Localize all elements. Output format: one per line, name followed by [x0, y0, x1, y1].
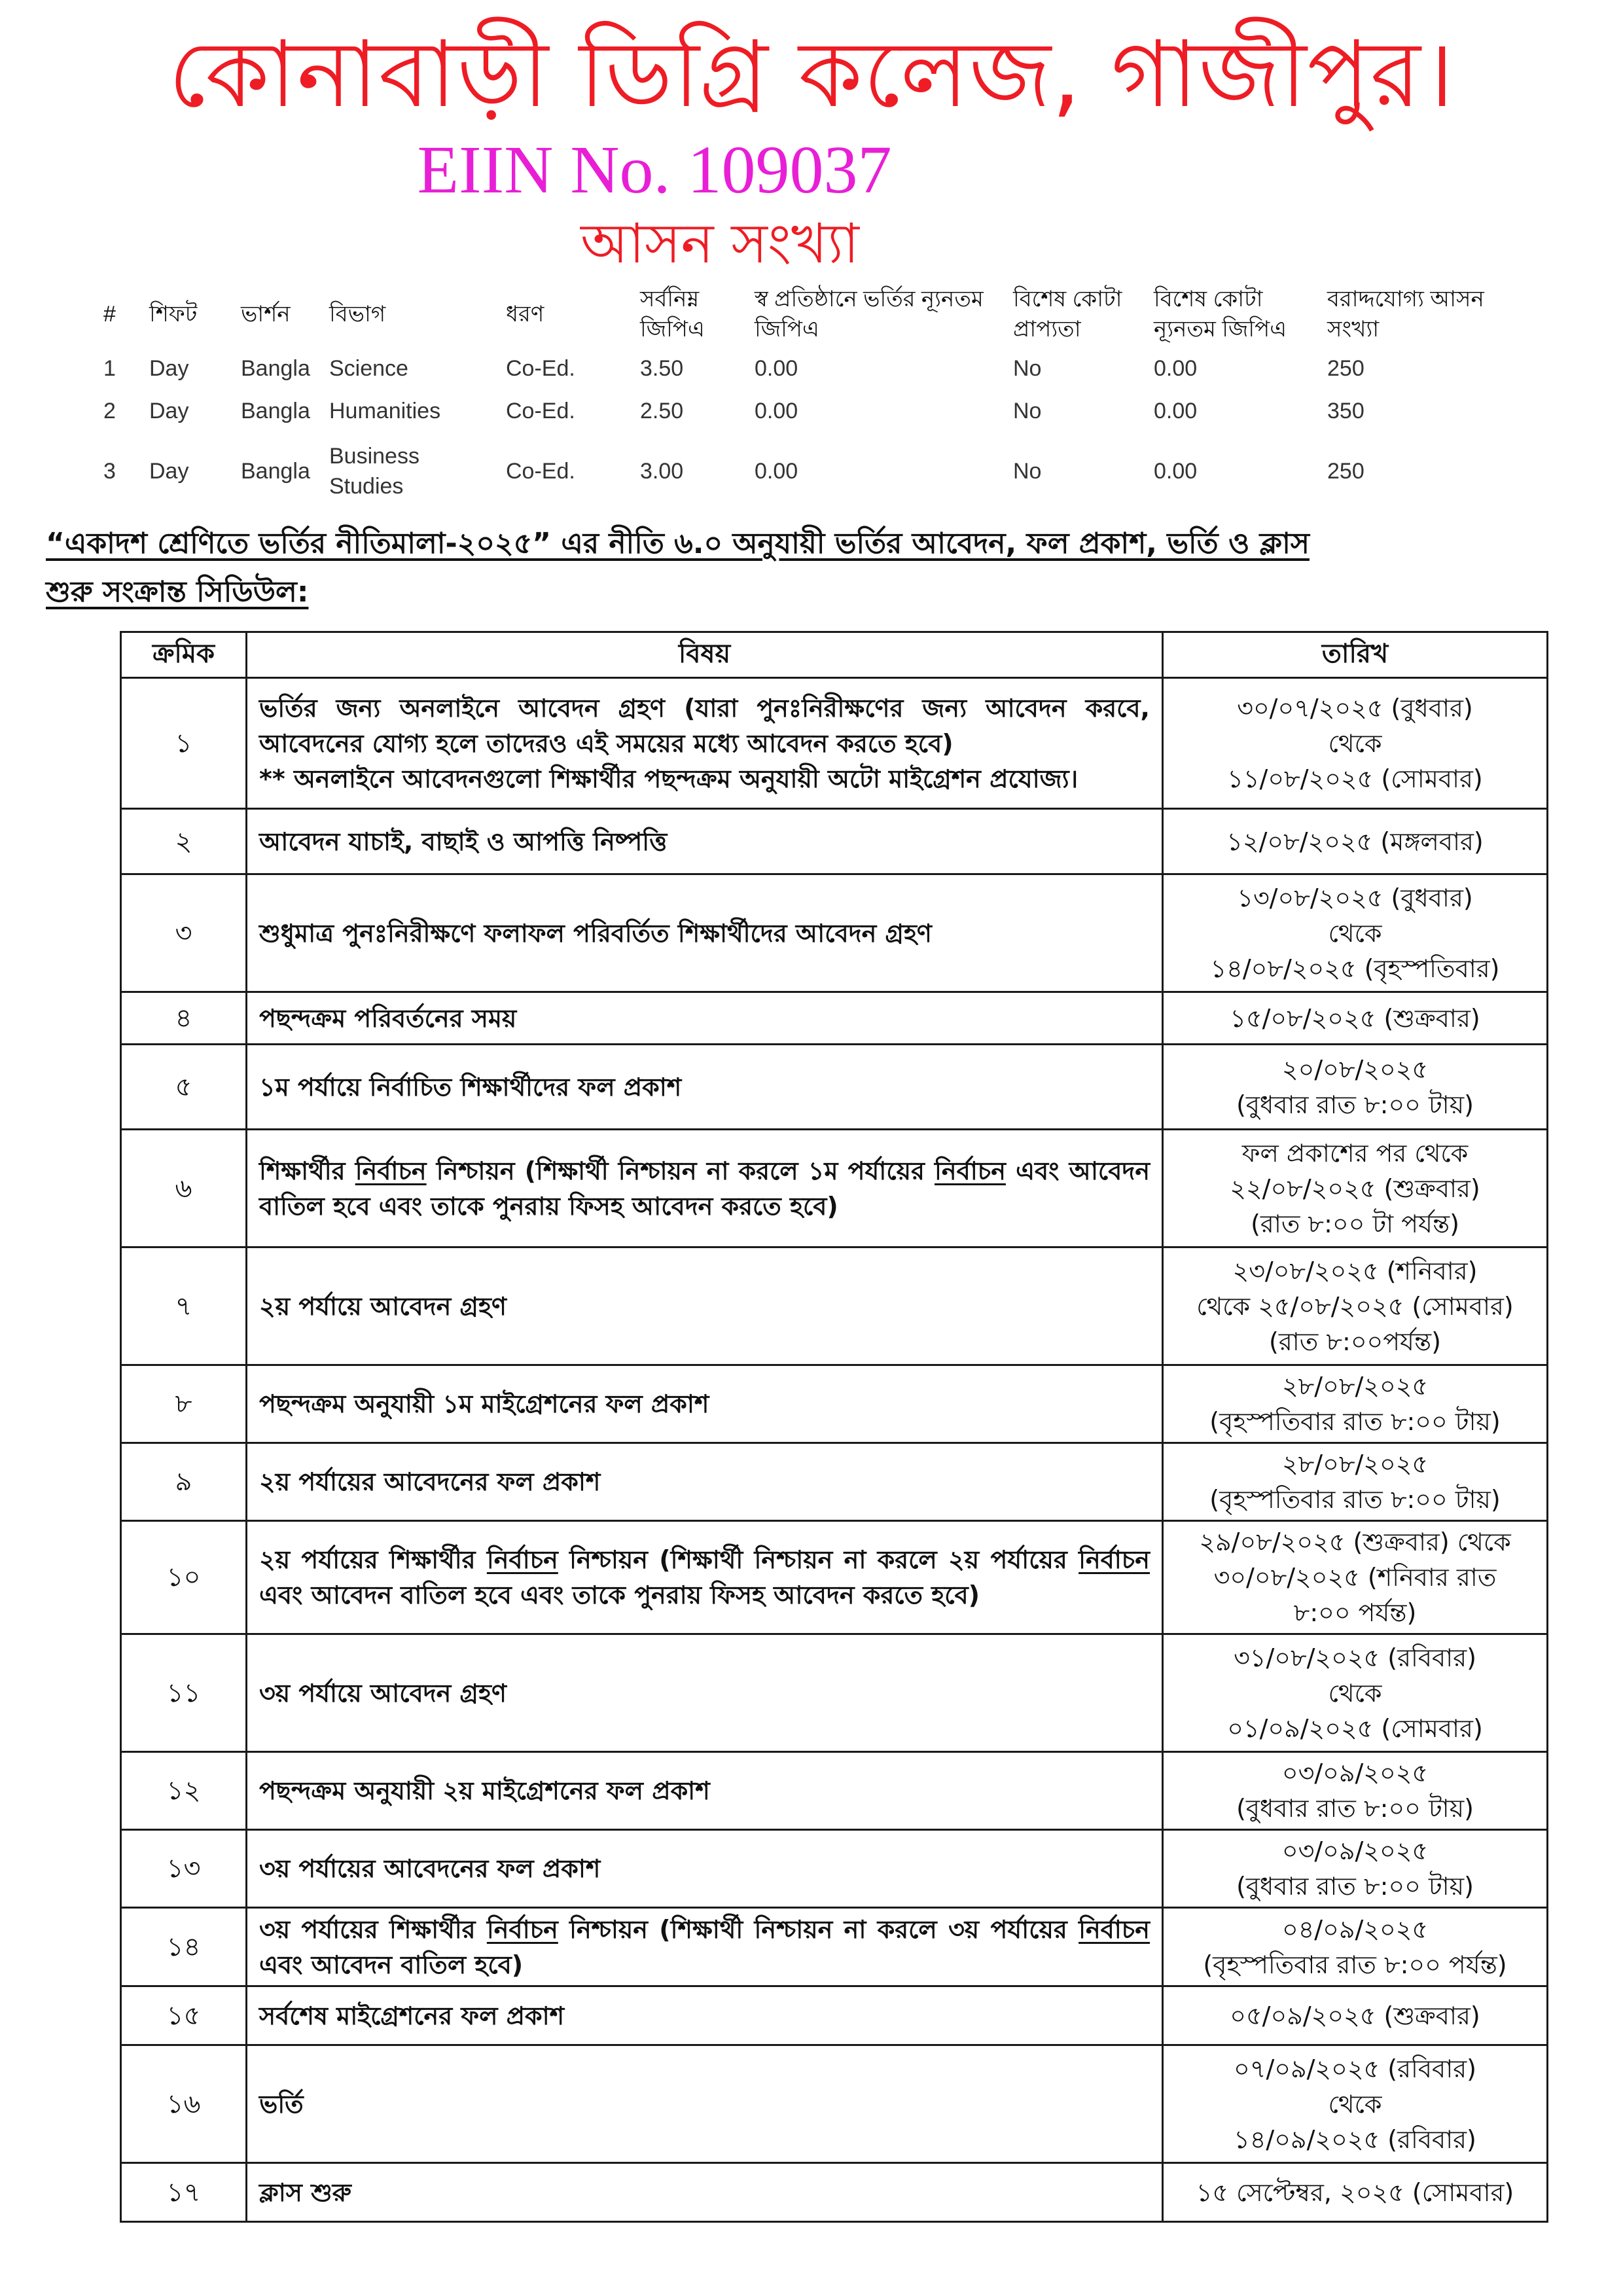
date-cell [1163, 2163, 1548, 2222]
date-line: ৮:০০ পর্যন্ত) [1293, 1598, 1417, 1627]
subject-cell [247, 2045, 1163, 2163]
date-cell [1163, 1634, 1548, 1752]
schedule-row [121, 678, 1548, 809]
serial-cell: ৯ [121, 1443, 247, 1521]
seat-cell-min-gpa: 2.50 [640, 398, 684, 423]
date-line: থেকে [1328, 728, 1382, 758]
seat-cell-version: Bangla [241, 398, 310, 423]
subject-cell [247, 1443, 1163, 1521]
date-line: (রাত ৮:০০পর্যন্ত) [1269, 1327, 1441, 1356]
schedule-row [121, 1752, 1548, 1830]
serial-cell: ৩ [121, 874, 247, 992]
date-line: ৩০/০৭/২০২৫ (বুধবার) [1237, 693, 1473, 723]
seat-cell-seats: 350 [1327, 398, 1364, 423]
subject-cell [247, 2163, 1163, 2222]
eiin-number: EIIN No. 109037 [417, 132, 892, 207]
schedule-row [121, 874, 1548, 992]
schedule-header [121, 632, 1548, 678]
seat-row [98, 347, 1531, 389]
col-header: বিভাগ [329, 302, 386, 327]
seat-row [98, 432, 1531, 511]
subject-cell [247, 1634, 1163, 1752]
subject-text: শিক্ষার্থীর [259, 1156, 355, 1185]
subject-text: ২য় পর্যায়ের শিক্ষার্থীর [259, 1545, 487, 1574]
serial-cell: ৪ [121, 992, 247, 1045]
date-line: থেকে [1328, 918, 1382, 948]
seat-cell-quota-gpa: 0.00 [1154, 398, 1198, 423]
serial-cell: ২ [121, 809, 247, 874]
date-line: ১৫ সেপ্টেম্বর, ২০২৫ (সোমবার) [1196, 2178, 1514, 2207]
schedule-row [121, 1830, 1548, 1908]
seat-cell-version: Bangla [241, 355, 310, 381]
schedule-row [121, 1045, 1548, 1130]
seat-cell-type: Co-Ed. [506, 459, 575, 484]
schedule-row [121, 1986, 1548, 2045]
date-cell [1163, 1130, 1548, 1247]
seat-cell-type: Co-Ed. [506, 398, 575, 423]
serial-cell: ১৩ [121, 1830, 247, 1908]
header-subject: বিষয় [247, 632, 1163, 678]
subject-cell [247, 678, 1163, 809]
subject-text: ৩য় পর্যায়ে আবেদন গ্রহণ [259, 1678, 507, 1708]
subject-text: আবেদন যাচাই, বাছাই ও আপত্তি নিষ্পত্তি [259, 827, 668, 856]
date-cell [1163, 1986, 1548, 2045]
date-line: (বৃহস্পতিবার রাত ৮:০০ টায়) [1209, 1407, 1501, 1436]
schedule-row [121, 992, 1548, 1045]
date-cell [1163, 874, 1548, 992]
date-cell [1163, 1045, 1548, 1130]
date-line: ০৪/০৯/২০২৫ [1281, 1914, 1429, 1944]
subject-text: পছন্দক্রম অনুযায়ী ১ম মাইগ্রেশনের ফল প্রকাশ [259, 1390, 709, 1418]
subject-text: ২য় পর্যায়ের আবেদনের ফল প্রকাশ [259, 1467, 601, 1496]
note-line-1: “একাদশ শ্রেণিতে ভর্তির নীতিমালা-২০২৫” এর নীতি ৬.০ অনুযায়ী ভর্তির আবেদন, ফল প্রকাশ, ভর্তি ও ক্লাস [46, 527, 1310, 560]
subject-text: ভর্তির জন্য অনলাইনে আবেদন গ্রহণ (যারা পুনঃনিরীক্ষণের জন্য আবেদন করবে, আবেদনের যোগ্য হলে তাদেরও এই সময়ের মধ্যে আবেদন করতে হবে) [259, 693, 1150, 758]
date-line: ২২/০৮/২০২৫ (শুক্রবার) [1230, 1174, 1480, 1203]
schedule-row [121, 809, 1548, 874]
seat-table-header [98, 281, 1531, 347]
date-line: ০৩/০৯/২০২৫ [1281, 1837, 1429, 1865]
schedule-table [120, 631, 1548, 2223]
date-line: ১৪/০৯/২০২৫ (রবিবার) [1234, 2125, 1476, 2154]
schedule-row [121, 1247, 1548, 1365]
schedule-row [121, 1634, 1548, 1752]
subject-footnote: ** অনলাইনে আবেদনগুলো শিক্ষার্থীর পছন্দক্রম অনুযায়ী অটো মাইগ্রেশন প্রযোজ্য। [259, 764, 1079, 793]
seat-cell-no: 1 [103, 355, 116, 381]
date-line: (রাত ৮:০০ টা পর্যন্ত) [1251, 1209, 1459, 1238]
seat-cell-type: Co-Ed. [506, 355, 575, 381]
seat-cell-own-min-gpa: 0.00 [755, 459, 798, 484]
date-line: (বুধবার রাত ৮:০০ টায়) [1236, 1090, 1474, 1119]
subject-cell [247, 874, 1163, 992]
seat-cell-quota-gpa: 0.00 [1154, 355, 1198, 381]
date-line: (বুধবার রাত ৮:০০ টায়) [1236, 1872, 1474, 1901]
date-cell [1163, 2045, 1548, 2163]
date-cell [1163, 809, 1548, 874]
serial-cell: ৭ [121, 1247, 247, 1365]
subject-cell [247, 1365, 1163, 1443]
subject-text: নিশ্চায়ন (শিক্ষার্থী নিশ্চায়ন না করলে ২য় পর্যায়ের [558, 1545, 1079, 1574]
note-line-2: শুরু সংক্রান্ত সিডিউল: [46, 575, 309, 609]
date-line: (বৃহস্পতিবার রাত ৮:০০ টায়) [1209, 1485, 1501, 1514]
col-header: ধরণ [506, 302, 544, 327]
date-line: ৩০/০৮/২০২৫ (শনিবার রাত [1213, 1563, 1497, 1592]
col-header: # [103, 302, 116, 327]
date-cell [1163, 678, 1548, 809]
date-line: ০১/০৯/২০২৫ (সোমবার) [1227, 1713, 1483, 1743]
subject-text: ভর্তি [259, 2089, 304, 2119]
schedule-note [46, 520, 1564, 617]
serial-cell: ৬ [121, 1130, 247, 1247]
serial-cell: ৫ [121, 1045, 247, 1130]
schedule-row [121, 1365, 1548, 1443]
date-cell [1163, 1908, 1548, 1986]
col-header: বিশেষ কোটা ন্যূনতম জিপিএ [1154, 287, 1287, 342]
seat-cell-no: 3 [103, 459, 116, 484]
date-cell [1163, 992, 1548, 1045]
seat-cell-group: Business Studies [329, 444, 419, 499]
col-header: বরাদ্দযোগ্য আসন সংখ্যা [1327, 287, 1484, 342]
seat-cell-no: 2 [103, 398, 116, 423]
subject-text: এবং আবেদন বাতিল হবে এবং তাকে পুনরায় ফিসহ আবেদন করতে হবে) [259, 1156, 1150, 1221]
date-line: ১৪/০৮/২০২৫ (বৃহস্পতিবার) [1210, 954, 1500, 983]
seat-cell-own-min-gpa: 0.00 [755, 398, 798, 423]
col-header: ভার্শন [241, 302, 291, 327]
subject-text: এবং আবেদন বাতিল হবে) [259, 1950, 524, 1979]
subject-cell [247, 1247, 1163, 1365]
date-line: ২০/০৮/২০২৫ [1281, 1054, 1429, 1084]
subject-cell [247, 1521, 1163, 1634]
subject-text: এবং আবেদন বাতিল হবে এবং তাকে পুনরায় ফিসহ আবেদন করতে হবে) [259, 1581, 980, 1609]
underlined-term: নির্বাচন [1079, 1914, 1150, 1944]
underlined-term: নির্বাচন [355, 1156, 427, 1185]
subject-text: ১ম পর্যায়ে নির্বাচিত শিক্ষার্থীদের ফল প্রকাশ [259, 1072, 682, 1102]
date-line: ফল প্রকাশের পর থেকে [1241, 1138, 1469, 1168]
date-line: ০৭/০৯/২০২৫ (রবিবার) [1234, 2054, 1476, 2083]
schedule-row [121, 1443, 1548, 1521]
subject-cell [247, 1830, 1163, 1908]
subject-text: ৩য় পর্যায়ের শিক্ষার্থীর [259, 1914, 487, 1944]
seat-cell-min-gpa: 3.50 [640, 355, 684, 381]
serial-cell: ১৪ [121, 1908, 247, 1986]
seat-cell-group: Humanities [329, 398, 441, 423]
header-date: তারিখ [1163, 632, 1548, 678]
seat-cell-shift: Day [149, 459, 189, 484]
seat-cell-quota: No [1013, 355, 1042, 381]
date-line: ০৩/০৯/২০২৫ [1281, 1759, 1429, 1787]
college-name: কোনাবাড়ী ডিগ্রি কলেজ, গাজীপুর। [168, 22, 1455, 128]
date-line: ২৮/০৮/২০২৫ [1281, 1450, 1429, 1479]
underlined-term: নির্বাচন [486, 1914, 558, 1944]
col-header: সর্বনিম্ন জিপিএ [640, 287, 705, 342]
schedule-row [121, 2163, 1548, 2222]
seat-cell-quota-gpa: 0.00 [1154, 459, 1198, 484]
subject-cell [247, 809, 1163, 874]
seat-cell-seats: 250 [1327, 355, 1364, 381]
col-header: শিফট [149, 302, 198, 327]
seat-cell-seats: 250 [1327, 459, 1364, 484]
seat-cell-quota: No [1013, 398, 1042, 423]
serial-cell: ১৫ [121, 1986, 247, 2045]
serial-cell: ১ [121, 678, 247, 809]
seat-cell-min-gpa: 3.00 [640, 459, 684, 484]
date-line: ১২/০৮/২০২৫ (মঙ্গলবার) [1226, 827, 1484, 856]
subject-text: পছন্দক্রম অনুযায়ী ২য় মাইগ্রেশনের ফল প্রকাশ [259, 1776, 710, 1805]
subject-text: শুধুমাত্র পুনঃনিরীক্ষণে ফলাফল পরিবর্তিত শিক্ষার্থীদের আবেদন গ্রহণ [259, 918, 932, 948]
seat-row [98, 389, 1531, 432]
subject-cell [247, 1130, 1163, 1247]
seat-cell-own-min-gpa: 0.00 [755, 355, 798, 381]
date-line: থেকে ২৫/০৮/২০২৫ (সোমবার) [1196, 1291, 1514, 1321]
date-line: ২৩/০৮/২০২৫ (শনিবার) [1232, 1256, 1478, 1285]
serial-cell: ৮ [121, 1365, 247, 1443]
date-line: ২৮/০৮/২০২৫ [1281, 1372, 1429, 1401]
schedule-row [121, 1908, 1548, 1986]
date-cell [1163, 1443, 1548, 1521]
subject-cell [247, 1908, 1163, 1986]
subject-text: ৩য় পর্যায়ের আবেদনের ফল প্রকাশ [259, 1854, 601, 1883]
date-line: ০৫/০৯/২০২৫ (শুক্রবার) [1230, 2001, 1480, 2030]
underlined-term: নির্বাচন [1079, 1545, 1150, 1574]
subject-text: ২য় পর্যায়ে আবেদন গ্রহণ [259, 1291, 507, 1321]
subject-cell [247, 1986, 1163, 2045]
date-cell [1163, 1830, 1548, 1908]
date-line: (বুধবার রাত ৮:০০ টায়) [1236, 1794, 1474, 1823]
subject-cell [247, 992, 1163, 1045]
subject-text: নিশ্চায়ন (শিক্ষার্থী নিশ্চায়ন না করলে ১ম পর্যায়ের [426, 1156, 935, 1185]
subject-text: নিশ্চায়ন (শিক্ষার্থী নিশ্চায়ন না করলে ৩য় পর্যায়ের [558, 1914, 1079, 1944]
date-line: ৩১/০৮/২০২৫ (রবিবার) [1234, 1643, 1476, 1672]
subject-cell [247, 1752, 1163, 1830]
underlined-term: নির্বাচন [935, 1156, 1006, 1185]
serial-cell: ১১ [121, 1634, 247, 1752]
serial-cell: ১২ [121, 1752, 247, 1830]
serial-cell: ১৬ [121, 2045, 247, 2163]
schedule-row [121, 2045, 1548, 2163]
seat-cell-version: Bangla [241, 459, 310, 484]
date-cell [1163, 1521, 1548, 1634]
date-line: ১৩/০৮/২০২৫ (বুধবার) [1237, 883, 1473, 912]
seat-cell-shift: Day [149, 398, 189, 423]
seat-table [98, 281, 1531, 511]
date-line: ১১/০৮/২০২৫ (সোমবার) [1227, 764, 1483, 793]
underlined-term: নির্বাচন [486, 1545, 558, 1574]
date-line: থেকে [1328, 2089, 1382, 2119]
col-header: স্ব প্রতিষ্ঠানে ভর্তির ন্যূনতম জিপিএ [755, 287, 984, 342]
date-cell [1163, 1365, 1548, 1443]
schedule-row [121, 1130, 1548, 1247]
subject-text: সর্বশেষ মাইগ্রেশনের ফল প্রকাশ [259, 2001, 565, 2030]
seat-cell-quota: No [1013, 459, 1042, 484]
date-line: (বৃহস্পতিবার রাত ৮:০০ পর্যন্ত) [1203, 1950, 1507, 1979]
date-line: ১৫/০৮/২০২৫ (শুক্রবার) [1230, 1003, 1480, 1033]
date-cell [1163, 1247, 1548, 1365]
serial-cell: ১০ [121, 1521, 247, 1634]
date-cell [1163, 1752, 1548, 1830]
subject-text: পছন্দক্রম পরিবর্তনের সময় [259, 1003, 517, 1033]
subject-cell [247, 1045, 1163, 1130]
seat-count-title: আসন সংখ্যা [580, 211, 859, 276]
date-line: থেকে [1328, 1678, 1382, 1708]
header-serial: ক্রমিক [121, 632, 247, 678]
serial-cell: ১৭ [121, 2163, 247, 2222]
subject-text: ক্লাস শুরু [259, 2178, 351, 2207]
seat-cell-shift: Day [149, 355, 189, 381]
col-header: বিশেষ কোটা প্রাপ্যতা [1013, 287, 1122, 342]
date-line: ২৯/০৮/২০২৫ (শুক্রবার) থেকে [1199, 1528, 1511, 1556]
schedule-row [121, 1521, 1548, 1634]
seat-cell-group: Science [329, 355, 408, 381]
